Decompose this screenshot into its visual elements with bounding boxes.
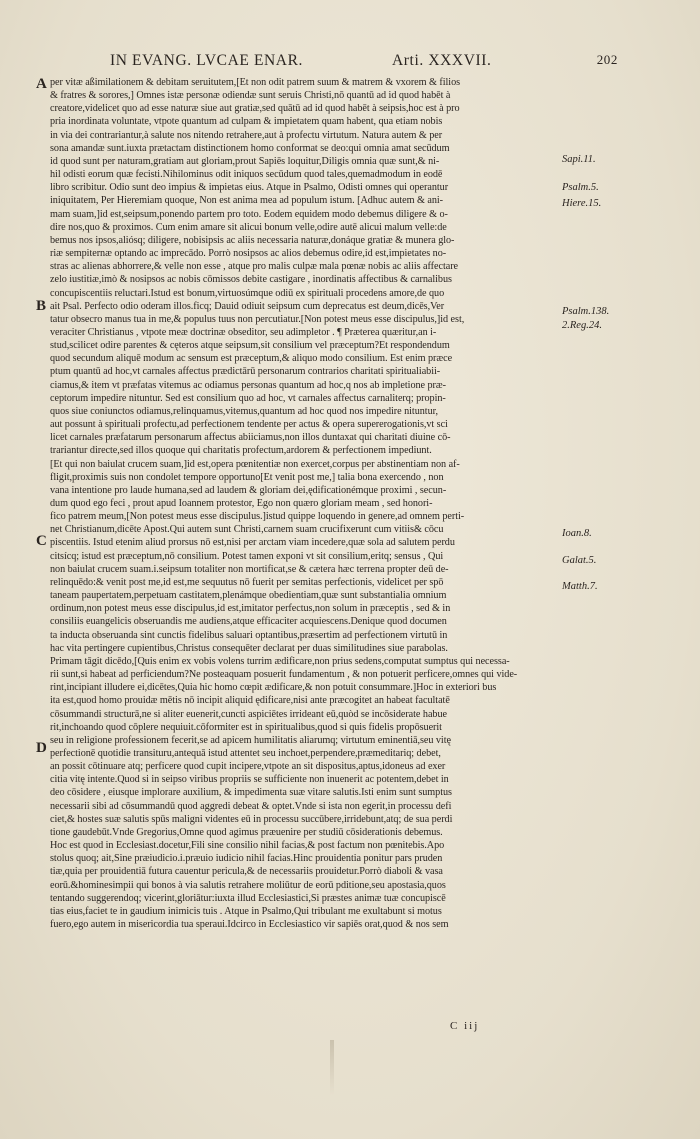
margin-note: Ioan.8. (562, 528, 592, 539)
text-line: eorū.&hominesimpii qui bonos à via salutis retrahere moliūtur de eorū pditione,seu apostasia,quos (50, 879, 446, 891)
text-line: rii sunt,si habeat ad perficiendum?Ne posteaquam posuerit fundamentum , & non potuerit perficere,omnes qui vide- (50, 669, 518, 681)
text-line: riæ sempiternæ optando ac imprecādo. Porrò nosipsos ac alios debemus odire,id est,impietates no- (50, 248, 447, 260)
text-line: cōsummandi structurā,ne si aliter euenerit,cuncti aspiciētes irrideant eū,quòd se incōsiderate habue (50, 708, 447, 720)
header-section: Arti. XXXVII. (392, 52, 492, 69)
text-line: ta inducta obseruanda sint cunctis fidelibus saluari optantibus,præsertim ad perfectionem virtutū in (50, 629, 448, 641)
text-line: & fratres & sorores,] Omnes istæ personæ odiendæ sunt seruis Christi,nō quantū ad id quod habēt à (50, 90, 451, 102)
commentary-text (50, 76, 558, 1026)
text-line: mam suam,]id est,seipsum,ponendo partem pro toto. Eodem equidem modo debemus diligere & o- (50, 208, 448, 220)
text-line: vana intentione pro laude humana,sed ad laudem & gloriam dei,ędificationémque proximi , secun- (50, 484, 447, 496)
text-line: veraciter Christianus , vtpote meæ doctrinæ obseditor, seu adimpletor . ¶ Præterea quæritur,an i- (50, 326, 437, 338)
text-line: libro scribitur. Odio sunt deo impius & impietas eius. Atque in Psalmo, Odisti omnes qui operantur (50, 182, 449, 194)
section-marker-b: B (36, 298, 47, 314)
text-line: creatore,videlicet quo ad esse naturæ siue aut gratiæ,sed quātū ad id quod habēt à seipsis,hoc est à pro (50, 103, 460, 115)
text-line: in via dei contrariantur,à salute nos nitendo retrahere,aut à profectu virtutum. Natura autem & per (50, 129, 443, 141)
text-line: net Christianum,dicēte Apost.Qui autem sunt Christi,carnem suam crucifixerunt cum vitiis& cōcu (50, 524, 444, 536)
text-line: taneam paupertatem,perpetuam castitatem,plenámque obedientiam,quæ sunt substantialia omnium (50, 590, 447, 602)
text-line: pria inordinata voluntate, vtpote quantum ad culpam & impietatem quam habent, qua etiam nobis (50, 116, 443, 128)
margin-note: Galat.5. (562, 555, 597, 566)
text-line: bemus nos ipsos,aliósq; diligere, nobisipsis ac aliis necessaria naturæ,donáque gratiæ & munera glo- (50, 234, 455, 246)
text-line: rit,inchoando quod cōplere nequiuit.cōformiter est in spiritualibus,quod si quis fidelis propōsuerit (50, 721, 442, 733)
text-line: tatur obsecro manus tua in me,& populus tuus non percutiatur.[Non potest meus esse discipulus,]id est, (50, 313, 465, 325)
margin-note: Psalm.138. (562, 306, 610, 317)
text-line: per vitæ aßimilationem & debitam seruitutem,[Et non odit patrem suum & matrem & vxorem & filios (50, 77, 461, 88)
text-line: ceptorum impedire nituntur. Sed est consilium quo ad hoc, vt carnales affectus carnaliterq; propin- (50, 392, 446, 404)
text-line: ita est,quod homo prouidæ mētis nō incipit aliquid ędificare,nisi ante præcogitet an habeat facultatē (50, 695, 450, 707)
margin-note: Sapi.11. (562, 154, 596, 165)
text-line: Hoc est quod in Ecclesiast.docetur,Fili sine consilio nihil facias,& post factum non pœnitebis.Apo (50, 840, 445, 852)
section-marker-a: A (36, 76, 47, 92)
text-line: fuero,ego autem in misericordia tua speraui.Idcirco in Ecclesiastico vir sapiēs orat,quod & nos sem (50, 919, 449, 930)
text-line: relinquēdo:& venit post me,id est,me sequutus nō fuerit per semitas perfectionis, videlicet per spō (50, 576, 444, 588)
text-line: hil odisti eorum quæ fecisti.Nihilominus odit iniquos secūdum quod tales,quemadmodum in eodē (50, 169, 443, 181)
text-line: an possit cōtinuare atq; perficere quod cupit incipere,vtpote an sit dispositus,aptus,idoneus ad exer (50, 761, 446, 773)
text-line: deo cōsidere , eiusque implorare auxilium, & impedimenta suæ vitare salutis.Isti enim sunt sumptus (50, 787, 452, 799)
text-line: non baiulat crucem suam.i.seipsum totaliter non mortificat,se & cætera hæc terrena propter deū de- (50, 563, 449, 575)
text-line: sona amandæ sunt.iuxta prætactam distinctionem homo conformat se deo:qui omnia amat secūdum (50, 142, 450, 154)
text-line: piscentiis. Istud etenim aliud prorsus nō est,nisi per arctam viam incedere,quæ sola ad salutem perdu (50, 537, 455, 549)
paper-stain (330, 1040, 334, 1095)
text-line: tiæ,quia per prouidentiā futura cauentur pericula,& de necessariis prouidetur.Porrò diaboli & vasa (50, 866, 443, 878)
header-title: IN EVANG. LVCAE ENAR. (110, 52, 304, 69)
margin-note: Hiere.15. (562, 198, 602, 209)
text-line: ordinum,non potest meus esse discipulus,id est,imitator perfectus,non solum in præceptis , sed & in (50, 603, 451, 615)
text-line: tias eius,faciet te in gaudium inimicis tuis . Atque in Psalmo,Qui tribulant me exultabunt si motus (50, 905, 442, 917)
text-line: fico patrem meum,[Non potest meus esse discipulus.]istud quippe loquendo in genere,ad omnem perti- (50, 511, 465, 523)
text-line: tentando suggerendoq; vicerint,gloriātur:iuxta illud Ecclesiastici,Si præstes animæ tuæ concupiscē (50, 892, 446, 904)
text-line: ait Psal. Perfecto odio oderam illos.ficq; Dauid odiuit seipsum cum deprecatus est deum,dicēs,Ver (50, 300, 445, 312)
text-line: citia vitę intente.Quod si in seipso viribus propriis se sufficiente non inuenerit ac potentem,debet in (50, 774, 449, 786)
margin-note: Matth.7. (562, 581, 598, 592)
running-header (110, 52, 618, 74)
page-number: 202 (596, 52, 618, 67)
text-line: rint,incipiant illudere ei,dicētes,Quia hic homo cœpit ædificare,& non potuit consummare.]Hoc in exteriori bus (50, 682, 497, 694)
text-line: stolus quoq; ait,Sine præiudicio.i.præuio iudicio nihil facias.Hinc prouidentia ponitur pars pruden (50, 853, 443, 865)
text-line: licet carnales præfatarum personarum affectus abiiciamus,non illos duntaxat qui charitati diuine cō- (50, 432, 451, 444)
text-line: tione gaudebūt.Vnde Gregorius,Omne quod agimus præuenire per studiū cōsiderationis debemus. (50, 826, 443, 838)
text-line: quod secundum aliquē modum ac sensum est præceptum,& aliquo modo consilium. Est enim præce (50, 353, 453, 365)
text-line: citsícq; istud est præceptum,nō consilium. Potest tamen exponi vt sit consilium,eritq; sensus , Qui (50, 550, 444, 562)
signature-mark: C iij (450, 1020, 480, 1032)
text-line: fligit,proximis suis non condolet tempore opportuno[Et venit post me,] talia bona exercendo , non (50, 471, 444, 483)
text-line: perfectionē quotidie transituru,antequā istud attentet seu inchoet,perpendere,præmeditariq; debet, (50, 747, 441, 759)
text-line: dire nos,quo & proximos. Cum enim amare sit alicui bonum velle,odire autē alicui malum velle:de (50, 221, 447, 233)
section-marker-c: C (36, 533, 47, 549)
text-line: iniquitatem, Per Hieremiam quoque, Non est anima mea ad populum istum. [Adhuc autem & ani- (50, 195, 444, 207)
text-line: seu in religione professionem fecerit,se ad apicem humilitatis aliarumq; virtutum eminentiā,seu vitę (50, 734, 451, 746)
text-line: zelo iustitiæ,imò & nosipsos ac nobis cōmissos debite castigare , inordinatis affectibus & carnalibus (50, 274, 452, 286)
text-line: necessarii sibi ad cōsummandū quod aggredi debeat & optet.Vnde si ista non egerit,in processu defi (50, 800, 452, 812)
text-line: hac vita pertingere cupientibus,Christus consequēter declarat per duas similitudines siue parabolas. (50, 642, 448, 654)
text-line: Primam tāgit dicēdo,[Quis enim ex vobis volens turrim ædificare,non prius sedens,computat sumptus qui necessa- (50, 655, 510, 667)
text-line: trariantur directe,sed illos quoque qui charitatis profectum,ardorem & perfectionem impediunt. (50, 445, 432, 457)
text-line: ciamus,& item vt præfatas vitemus ac odiamus personas quantum ad hoc,q nos ab impletione præ- (50, 379, 446, 391)
margin-note: Psalm.5. (562, 182, 599, 193)
text-line: ciet,& hostes suæ salutis spūs maligni videntes eū in processu succūbere,irridebunt,atq; de sua perdi (50, 813, 453, 825)
text-line: ptum quantū ad hoc,vt carnales affectus prædictārū personarum contrarios charitati spiritualiabii- (50, 366, 441, 378)
text-line: concupiscentiis reluctari.Istud est bonum,virtuosúmque odiū ex spirituali procedens amore,de quo (50, 287, 445, 299)
text-line: quos siue coniunctos odiamus,relinquamus,vitemus,quantum ad hoc quod nos impedire nituntur, (50, 405, 439, 417)
text-line: aut possunt à spirituali profectu,ad perfectionem tendente per actus & opera supererogationis,vt sci (50, 419, 448, 431)
text-line: dum quod ego feci , prout apud Ioannem protestor, Ego non quæro gloriam meam , sed honori- (50, 498, 433, 509)
margin-note: 2.Reg.24. (562, 320, 602, 331)
text-line: [Et qui non baiulat crucem suam,]id est,opera pœnitentiæ non exercet,corpus per abstinentiam non af- (50, 458, 460, 470)
section-marker-d: D (36, 740, 47, 756)
text-line: consiliis euangelicis obseruandis me audiens,atque efficaciter acquiescens.Denique quod documen (50, 616, 447, 628)
text-line: id quod sunt per naturam,gratiam aut gloriam,prout Sapiēs loquitur,Diligis omnia quæ sunt,& ni- (50, 155, 440, 167)
text-line: stras ac alienas abhorrere,& velle non esse , atque pro malis culpæ mala pœnæ nobis ac aliis affectare (50, 261, 459, 273)
text-line: stud,scilicet odire parentes & cęteros atque seipsum,sit consilium vel præceptum?Et respondendum (50, 340, 450, 352)
